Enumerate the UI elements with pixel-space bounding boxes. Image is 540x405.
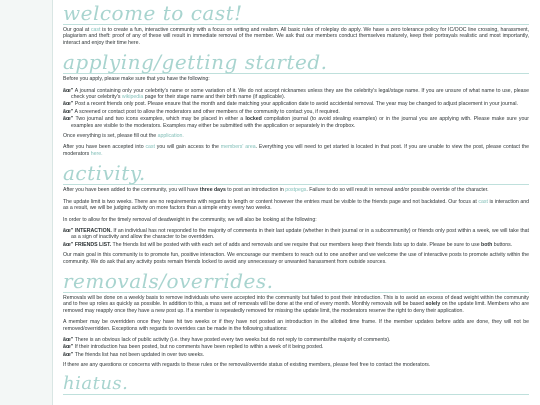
- cast-link[interactable]: cast: [478, 198, 488, 205]
- override-exception: [63, 337, 529, 343]
- update-limit-paragraph: [63, 199, 529, 212]
- cast-link[interactable]: cast: [145, 144, 155, 151]
- application-paragraph: [63, 133, 529, 139]
- requirement-text: Two journal and two icons examples, which may be placed in either a: [75, 116, 244, 123]
- interaction-paragraph: Our main goal in this community is to promote fun, positive interaction. We encourage our members to reach out to one another and we welcome the use of interactive posts to promote activity within the community. We do ask that any activity posts remain friends locked to avoid any unnecessary or unwanted harassment from outside sources.: [63, 252, 529, 265]
- members-area-link[interactable]: members' area: [220, 144, 256, 151]
- welcome-paragraph: [63, 27, 529, 46]
- activity-text: After you have been added to the community, you will have: [63, 187, 199, 194]
- check-icon: âœ”: [63, 116, 74, 123]
- activity-intro: [63, 187, 529, 193]
- accepted-text: Everything you will need to get started is located in that post. If you are unable to view the post, please contact the moderators: [63, 144, 529, 157]
- welcome-text-b: is to create a fun, interactive community with a focus on writing and realism. All basic rules of roleplay do apply. We have a zero tolerance policy for IC/OOC line crossing, harassment, plagiarism and theft: proof of any of these will result in immediate removal of the member. We ask that our members conduct themselves maturely, keep their portrayals realistic and most importantly, interact and enjoy their time here.: [63, 27, 529, 46]
- activity-criterion: [63, 228, 529, 241]
- requirement-text: A journal containing only your celebrity's name or some variation of it. We do not accept nicknames unless they are the celebrity's legal/stage name. If you are unsure of what name to use, please check your celebrity's: [71, 87, 529, 101]
- accepted-paragraph: After you have been accepted into cast you will gain access to the members' area. Everything you will need to get started is located in that post. If you are unable to view the post, please contact the moderators here.: [63, 144, 529, 157]
- activity-text: to post an introduction in: [227, 187, 284, 194]
- overrides-paragraph: A member may be overridden once they have hit two weeks or if they have not posted an introduction in the allotted time frame. If the member updates before adds are done, they will not be removed/overridden. Exceptions with regards to overrides can be made in the following situations:: [63, 319, 529, 332]
- deadweight-paragraph: In order to allow for the timely removal of deadweight in the community, we will also be looking at the following:: [63, 216, 317, 223]
- requirement-item: [63, 116, 529, 129]
- criterion-title: FRIENDS LIST.: [74, 241, 112, 248]
- exception-text: The friends list has not been updated in over two weeks.: [74, 351, 205, 358]
- application-text: Once everything is set, please fill out the: [63, 133, 157, 140]
- requirement-text: compilation journal (to avoid stealing examples) or in the journal you are applying with. Please make sure your examples are visible to the moderators. Examples may either be submitted with the application or separately in the dropbox.: [71, 116, 529, 129]
- check-icon: âœ”: [63, 101, 74, 108]
- check-icon: âœ”: [63, 87, 74, 94]
- activity-heading: activity.: [63, 162, 529, 185]
- cast-link[interactable]: cast: [90, 27, 101, 33]
- removals-heading: removals/overrides.: [63, 270, 529, 293]
- requirement-text: A screened or contact post to allow the moderators and other members of the community to contact you, if required.: [74, 108, 340, 115]
- requirement-bold: locked: [245, 116, 262, 123]
- requirement-item: [63, 101, 529, 107]
- check-icon: âœ”: [63, 344, 74, 351]
- criterion-title: INTERACTION.: [74, 227, 112, 234]
- criterion-bold: both: [481, 241, 493, 248]
- override-exception: [63, 352, 529, 358]
- accepted-text: After you have been accepted into: [63, 144, 144, 151]
- criterion-text: The friends list will be posted with with each set of adds and removals and we require that our members keep their friends lists up to date. Please be sure to use: [112, 241, 480, 248]
- activity-text: . Failure to do so will result in removal and/or possible override of the character.: [306, 187, 489, 194]
- activity-text: The update limit is two weeks. There are no requirements with regards to length or content however the entries must be visible to the friends page and not backdated. Our focus at: [63, 198, 477, 205]
- rules-content: [53, 2, 539, 395]
- removals-paragraph: [63, 295, 529, 314]
- applying-intro: Before you apply, please make sure that you have the following:: [63, 76, 210, 83]
- activity-criterion: [63, 242, 529, 248]
- removals-bold: solely: [425, 301, 441, 308]
- exception-text: If their introduction has been posted, but no comments have been replied to within a week of it being posted.: [74, 344, 324, 351]
- exception-text: There is an obvious lack of public activity (i.e. they have posted every two weeks but do not reply to comments/the majority of comments).: [74, 336, 391, 343]
- requirement-item: [63, 88, 529, 101]
- applying-heading: applying/getting started.: [63, 51, 529, 74]
- welcome-text-a: Our goal at: [63, 27, 90, 33]
- override-exception: [63, 344, 529, 350]
- check-icon: âœ”: [63, 351, 74, 358]
- criterion-text: buttons.: [493, 241, 513, 248]
- removals-text: on the update limit. Members who are removed may reapply once they have a new post up. If a member is repeatedly removed for missing the update limit, the moderators reserve the right to deny their application.: [63, 301, 529, 314]
- check-icon: âœ”: [63, 336, 74, 343]
- requirement-text: Post a recent friends only post. Please ensure that the month and date matching your application date to avoid accidental removal. The year may be changed to adjust placement in your journal.: [74, 101, 518, 108]
- activity-text: is interaction and as a result, we will be judging activity on more factors than a simple entry every two weeks.: [63, 198, 529, 212]
- accepted-text: you will gain access to the: [156, 144, 219, 151]
- hiatus-heading: hiatus.: [63, 374, 529, 395]
- application-link[interactable]: application.: [157, 133, 184, 140]
- rules-page: [52, 0, 540, 405]
- criterion-text: If an individual has not responded to the majority of comments in their last update (whether in their journal or in a subcommunity) or friends only post within a week, we will take that as a sign of inactivity and allow the character to be overridden.: [71, 227, 529, 241]
- contact-moderators-link[interactable]: here.: [90, 150, 103, 157]
- check-icon: âœ”: [63, 241, 74, 248]
- postpegs-link[interactable]: postpegs: [285, 187, 307, 194]
- removals-text: Removals will be done on a weekly basis to remove individuals who were accepted into the community but failed to post their introduction. This is to avoid an excess of dead weight within the community and to free up roles as quickly as possible. In addition to this, a mass set of removals will be done at the end of every month. Monthly removals will be based: [63, 294, 529, 308]
- check-icon: âœ”: [63, 108, 74, 115]
- requirement-item: [63, 109, 529, 115]
- activity-bold: three days: [199, 187, 226, 194]
- check-icon: âœ”: [63, 227, 74, 234]
- welcome-heading: welcome to cast!: [63, 2, 529, 25]
- requirement-text: page for their stage name and their birth name (if applicable).: [144, 94, 286, 101]
- questions-paragraph: If there are any questions or concerns with regards to these rules or the removal/override status of existing members, please feel free to contact the moderators.: [63, 362, 431, 369]
- wikipedia-link[interactable]: wikipedia: [121, 94, 144, 101]
